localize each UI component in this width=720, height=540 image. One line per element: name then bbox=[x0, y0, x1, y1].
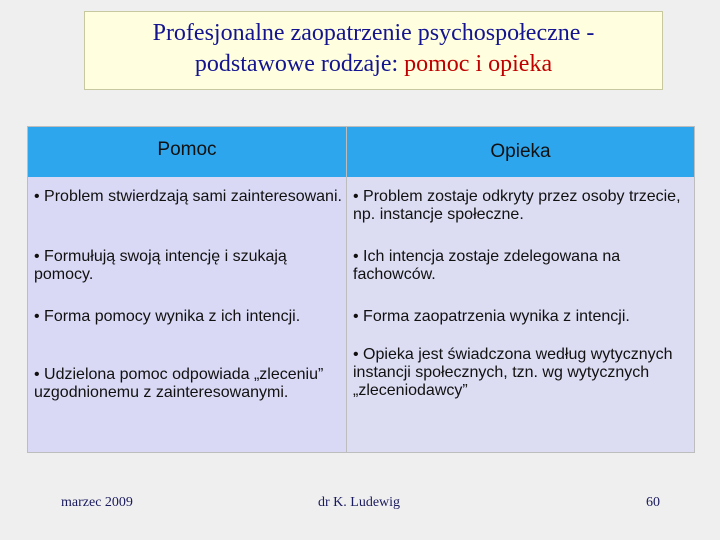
title-line-2-accent: pomoc i opieka bbox=[404, 51, 553, 77]
opieka-item-1: • Problem zostaje odkryty przez osoby trzecie, np. instancje społeczne. bbox=[353, 188, 681, 223]
footer-author: dr K. Ludewig bbox=[318, 495, 401, 510]
pomoc-item-4: • Udzielona pomoc odpowiada „zleceniu” uzgodnionemu z zainteresowanymi. bbox=[34, 366, 324, 401]
pomoc-item-2: • Formułują swoją intencję i szukają pomocy. bbox=[34, 248, 287, 283]
opieka-item-3: • Forma zaopatrzenia wynika z intencji. bbox=[353, 308, 630, 325]
page-number: 60 bbox=[646, 495, 660, 510]
opieka-item-4: • Opieka jest świadczona według wytycznych instancji społecznych, tzn. wg wytycznych „zleceniodawcy” bbox=[353, 346, 673, 399]
title-line-2 bbox=[85, 49, 662, 80]
opieka-column bbox=[346, 127, 694, 452]
opieka-item-2: • Ich intencja zostaje zdelegowana na fachowców. bbox=[353, 248, 621, 283]
pomoc-item-1: • Problem stwierdzają sami zainteresowani. bbox=[34, 188, 342, 205]
comparison-table bbox=[27, 126, 695, 453]
title-line-2-prefix: podstawowe rodzaje: bbox=[194, 51, 399, 77]
opieka-header: Opieka bbox=[347, 127, 694, 177]
footer-date: marzec 2009 bbox=[61, 495, 133, 510]
title-line-1: Profesjonalne zaopatrzenie psychospołeczne - bbox=[152, 20, 595, 46]
pomoc-header: Pomoc bbox=[28, 127, 346, 177]
pomoc-item-3: • Forma pomocy wynika z ich intencji. bbox=[34, 308, 301, 325]
slide-title bbox=[84, 11, 663, 90]
pomoc-column bbox=[28, 127, 346, 452]
